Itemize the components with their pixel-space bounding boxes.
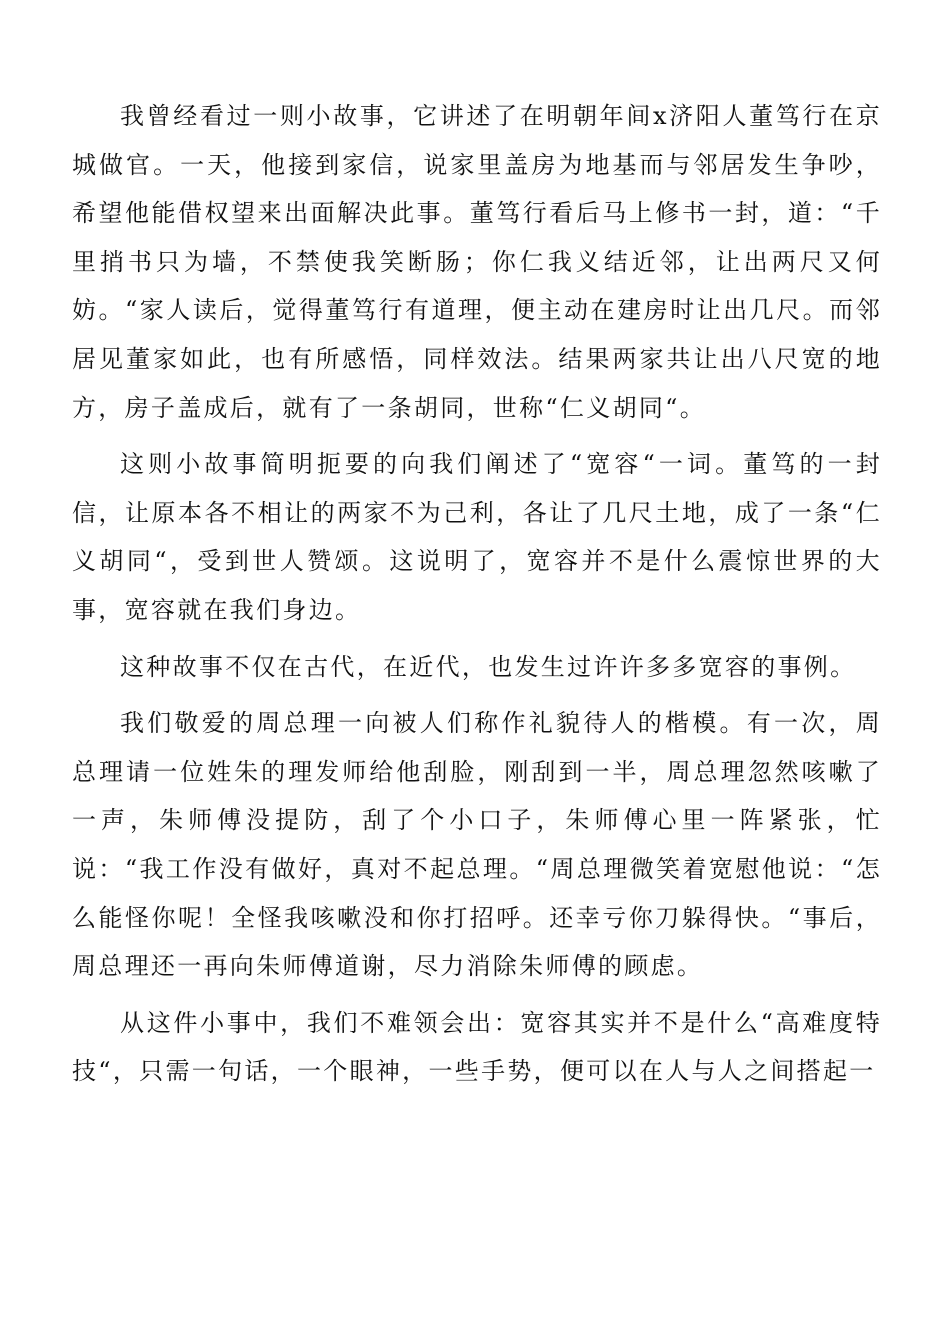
paragraph-5: 从这件小事中，我们不难领会出：宽容其实并不是什么“高难度特技“，只需一句话，一个眼神，一些手势，便可以在人与人之间搭起一 bbox=[72, 1008, 882, 1086]
paragraph-1: 我曾经看过一则小故事，它讲述了在明朝年间x济阳人董笃行在京城做官。一天，他接到家信，说家里盖房为地基而与邻居发生争吵，希望他能借权望来出面解决此事。董笃行看后马上修书一封，道：“千里捎书只为墙，不禁使我笑断肠；你仁我义结近邻，让出两尺又何妨。“家人读后，觉得董笃行有道理，便主动在建房时让出几尺。而邻居见董家如此，也有所感悟，同样效法。结果两家共让出八尺宽的地方，房子盖成后，就有了一条胡同，世称“仁义胡同“。 bbox=[72, 102, 882, 422]
paragraph-3: 这种故事不仅在古代，在近代，也发生过许许多多宽容的事例。 bbox=[120, 652, 857, 681]
document-body bbox=[72, 92, 882, 1104]
paragraph-4: 我们敬爱的周总理一向被人们称作礼貌待人的楷模。有一次，周总理请一位姓朱的理发师给他刮脸，刚刮到一半，周总理忽然咳嗽了一声，朱师傅没提防，刮了个小口子，朱师傅心里一阵紧张，忙说：“我工作没有做好，真对不起总理。“周总理微笑着宽慰他说：“怎么能怪你呢！全怪我咳嗽没和你打招呼。还幸亏你刀躲得快。“事后，周总理还一再向朱师傅道谢，尽力消除朱师傅的顾虑。 bbox=[72, 709, 882, 981]
paragraph-2: 这则小故事简明扼要的向我们阐述了“宽容“一词。董笃的一封信，让原本各不相让的两家不为己利，各让了几尺土地，成了一条“仁义胡同“，受到世人赞颂。这说明了，宽容并不是什么震惊世界的大事，宽容就在我们身边。 bbox=[72, 450, 882, 624]
